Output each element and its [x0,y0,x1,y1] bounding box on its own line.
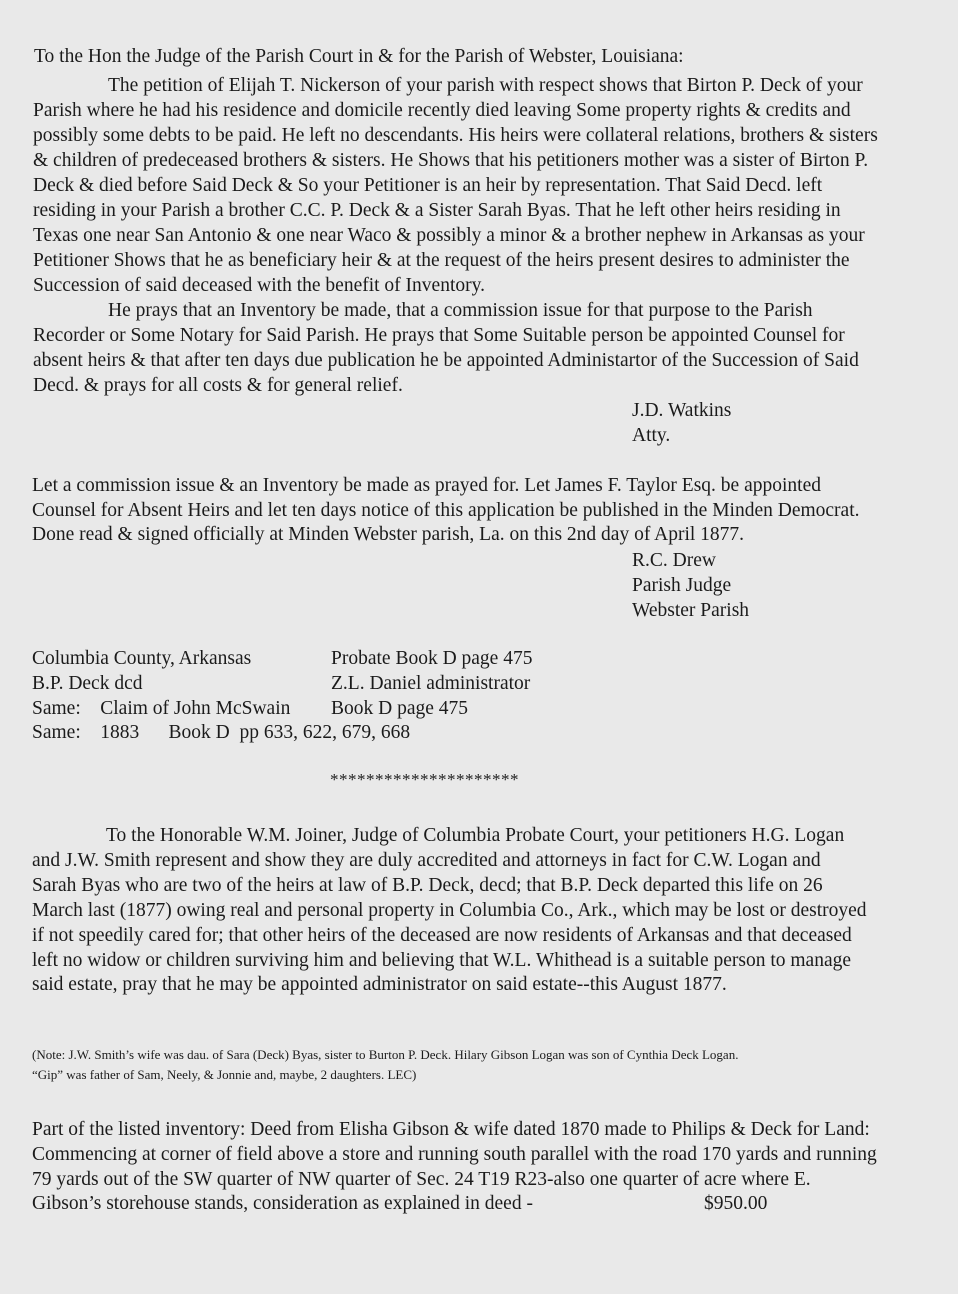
probate-left: Same: 1883 Book D pp 633, 622, 679, 668 [32,722,411,743]
separator: ********************* [330,770,519,789]
petition2-line: left no widow or children surviving him and believing that W.L. Whithead is a suitable person to manage [32,950,852,971]
petition2-line: To the Honorable W.M. Joiner, Judge of Columbia Probate Court, your petitioners H.G. Logan [106,825,845,846]
petition1-line: Decd. & prays for all costs & for general relief. [33,375,403,396]
judge-parish: Webster Parish [632,600,750,621]
note-line: “Gip” was father of Sam, Neely, & Jonnie and, maybe, 2 daughters. LEC) [32,1067,417,1082]
petition1-line: The petition of Elijah T. Nickerson of your parish with respect shows that Birton P. Deck of your [108,75,863,96]
probate-left: Same: Claim of John McSwain [32,698,291,719]
attorney-title: Atty. [632,425,671,446]
petition1-line: Petitioner Shows that he as beneficiary heir & at the request of the heirs present desires to administer the [33,250,850,271]
judge-title: Parish Judge [632,575,732,596]
petition2-line: said estate, pray that he may be appointed administrator on said estate--this August 1877. [32,974,727,995]
order-line: Done read & signed officially at Minden Webster parish, La. on this 2nd day of April 1877. [32,524,745,545]
petition1-line: residing in your Parish a brother C.C. P. Deck & a Sister Sarah Byas. That he left other heirs residing in [33,200,841,221]
petition1-line: & children of predeceased brothers & sisters. He Shows that his petitioners mother was a sister of Birton P. [33,150,869,171]
petition1-line: possibly some debts to be paid. He left no descendants. His heirs were collateral relations, brothers & sisters [33,125,878,146]
petition1-line: absent heirs & that after ten days due publication he be appointed Administartor of the Succession of Said [33,350,859,371]
petition1-line: Parish where he had his residence and domicile recently died leaving Some property rights & credits and [33,100,851,121]
inventory-line: Commencing at corner of field above a store and running south parallel with the road 170 yards and running [32,1144,877,1165]
petition1-line: Deck & died before Said Deck & So your Petitioner is an heir by representation. That Said Decd. left [33,175,823,196]
inventory-line: 79 yards out of the SW quarter of NW quarter of Sec. 24 T19 R23-also one quarter of acre where E. [32,1169,811,1190]
petition2-line: Sarah Byas who are two of the heirs at law of B.P. Deck, decd; that B.P. Deck departed this life on 26 [32,875,823,896]
petition2-line: if not speedily cared for; that other heirs of the deceased are now residents of Arkansas and that deceased [32,925,852,946]
inventory-line: Gibson’s storehouse stands, consideration as explained in deed - [32,1193,533,1214]
probate-right: Book D page 475 [331,698,469,719]
order-line: Counsel for Absent Heirs and let ten days notice of this application be published in the Minden Democrat. [32,500,860,521]
inventory-line: Part of the listed inventory: Deed from Elisha Gibson & wife dated 1870 made to Philips & Deck for Land: [32,1119,870,1140]
inventory-amount: $950.00 [704,1193,768,1214]
attorney-name: J.D. Watkins [632,400,732,421]
petition1-line: He prays that an Inventory be made, that a commission issue for that purpose to the Parish [108,300,813,321]
probate-left: B.P. Deck dcd [32,673,143,694]
petition1-line: Texas one near San Antonio & one near Waco & possibly a minor & a brother nephew in Arkansas as your [33,225,865,246]
judge-name: R.C. Drew [632,550,716,571]
petition1-address: To the Hon the Judge of the Parish Court in & for the Parish of Webster, Louisiana: [34,46,684,67]
petition1-line: Recorder or Some Notary for Said Parish. He prays that Some Suitable person be appointed Counsel for [33,325,845,346]
probate-right: Z.L. Daniel administrator [331,673,531,694]
note-line: (Note: J.W. Smith’s wife was dau. of Sara (Deck) Byas, sister to Burton P. Deck. Hilary Gibson Logan was son of Cynthia Deck Logan. [32,1047,739,1062]
petition2-line: March last (1877) owing real and personal property in Columbia Co., Ark., which may be lost or destroyed [32,900,867,921]
petition1-line: Succession of said deceased with the benefit of Inventory. [33,275,485,296]
probate-left: Columbia County, Arkansas [32,648,252,669]
probate-right: Probate Book D page 475 [331,648,533,669]
petition2-line: and J.W. Smith represent and show they are duly accredited and attorneys in fact for C.W. Logan and [32,850,821,871]
order-line: Let a commission issue & an Inventory be made as prayed for. Let James F. Taylor Esq. be appointed [32,475,821,496]
